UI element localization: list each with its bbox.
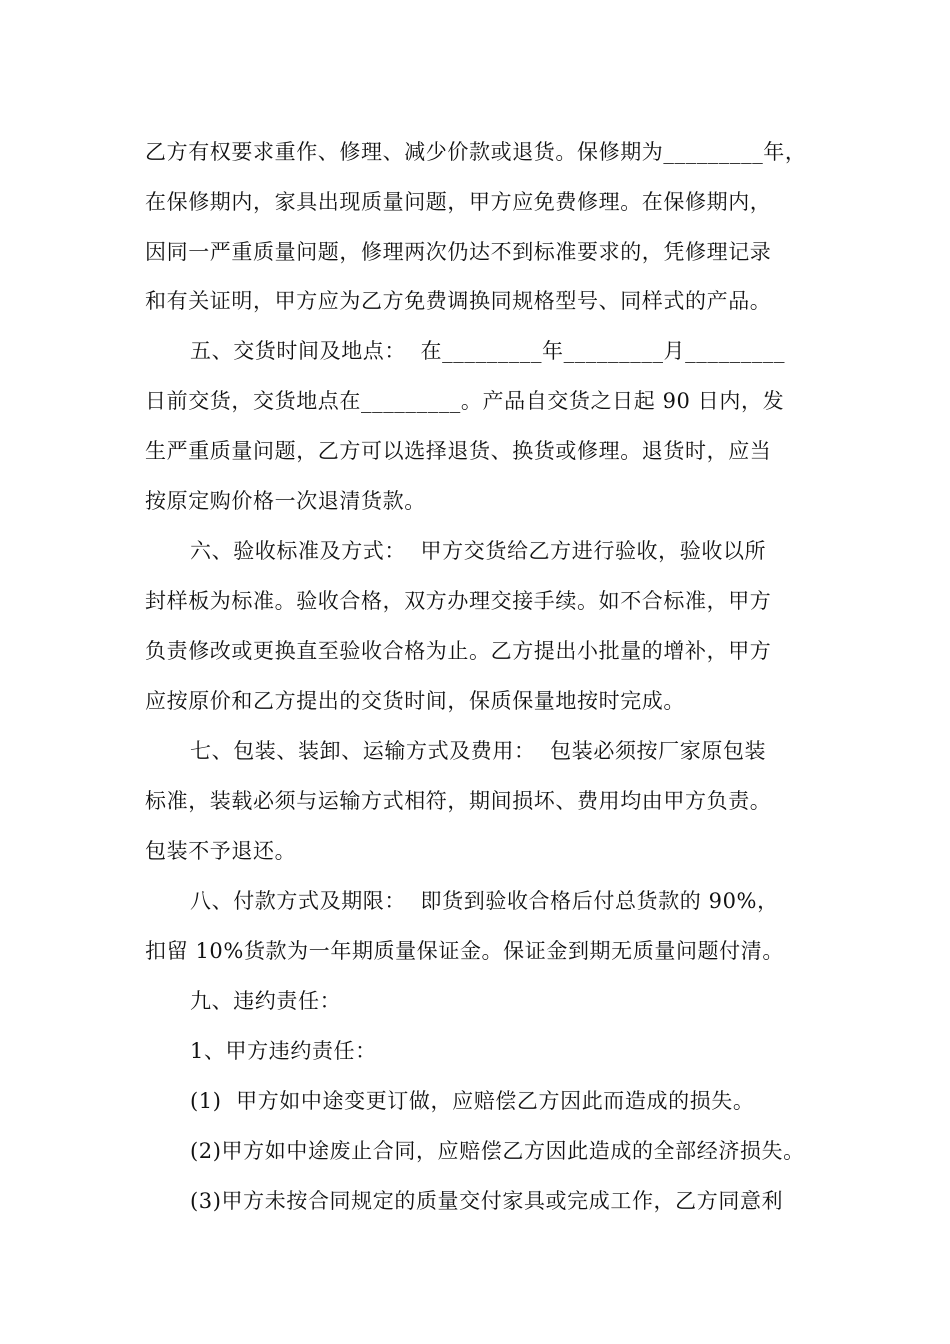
paragraph-line: 应按原价和乙方提出的交货时间，保质保量地按时完成。 bbox=[145, 689, 685, 713]
section-heading-payment: 八、付款方式及期限： 即货到验收合格后付总货款的 90%， bbox=[190, 889, 779, 913]
paragraph-line: 因同一严重质量问题，修理两次仍达不到标准要求的，凭修理记录 bbox=[145, 240, 772, 264]
paragraph-line: 标准，装载必须与运输方式相符，期间损坏、费用均由甲方负责。 bbox=[145, 789, 772, 813]
paragraph-line: 日前交货，交货地点在_________。产品自交货之日起 90 日内，发 bbox=[145, 389, 785, 413]
paragraph-line: 在保修期内，家具出现质量问题，甲方应免费修理。在保修期内， bbox=[145, 190, 772, 214]
list-item: (1) 甲方如中途变更订做，应赔偿乙方因此而造成的损失。 bbox=[190, 1089, 755, 1113]
paragraph-line: 封样板为标准。验收合格，双方办理交接手续。如不合标准，甲方 bbox=[145, 589, 772, 613]
list-item: (2)甲方如中途废止合同，应赔偿乙方因此造成的全部经济损失。 bbox=[190, 1139, 805, 1163]
section-heading-delivery: 五、交货时间及地点： 在_________年_________月_________ bbox=[190, 339, 786, 363]
paragraph-line: 乙方有权要求重作、修理、减少价款或退货。保修期为_________年， bbox=[145, 140, 807, 164]
section-heading-acceptance: 六、验收标准及方式： 甲方交货给乙方进行验收，验收以所 bbox=[190, 539, 767, 563]
paragraph-line: 生严重质量问题，乙方可以选择退货、换货或修理。退货时，应当 bbox=[145, 439, 772, 463]
paragraph-line: 负责修改或更换直至验收合格为止。乙方提出小批量的增补，甲方 bbox=[145, 639, 772, 663]
paragraph-line: 按原定购价格一次退清货款。 bbox=[145, 489, 426, 513]
list-item: (3)甲方未按合同规定的质量交付家具或完成工作，乙方同意利 bbox=[190, 1189, 784, 1213]
paragraph-line: 包装不予退还。 bbox=[145, 839, 297, 863]
paragraph-line: 扣留 10%货款为一年期质量保证金。保证金到期无质量问题付清。 bbox=[145, 939, 784, 963]
paragraph-line: 和有关证明，甲方应为乙方免费调换同规格型号、同样式的产品。 bbox=[145, 289, 772, 313]
section-heading-liability: 九、违约责任： bbox=[190, 989, 342, 1013]
section-heading-packaging: 七、包装、装卸、运输方式及费用： 包装必须按厂家原包装 bbox=[190, 739, 767, 763]
subsection-heading-party-a: 1、甲方违约责任： bbox=[190, 1039, 377, 1063]
